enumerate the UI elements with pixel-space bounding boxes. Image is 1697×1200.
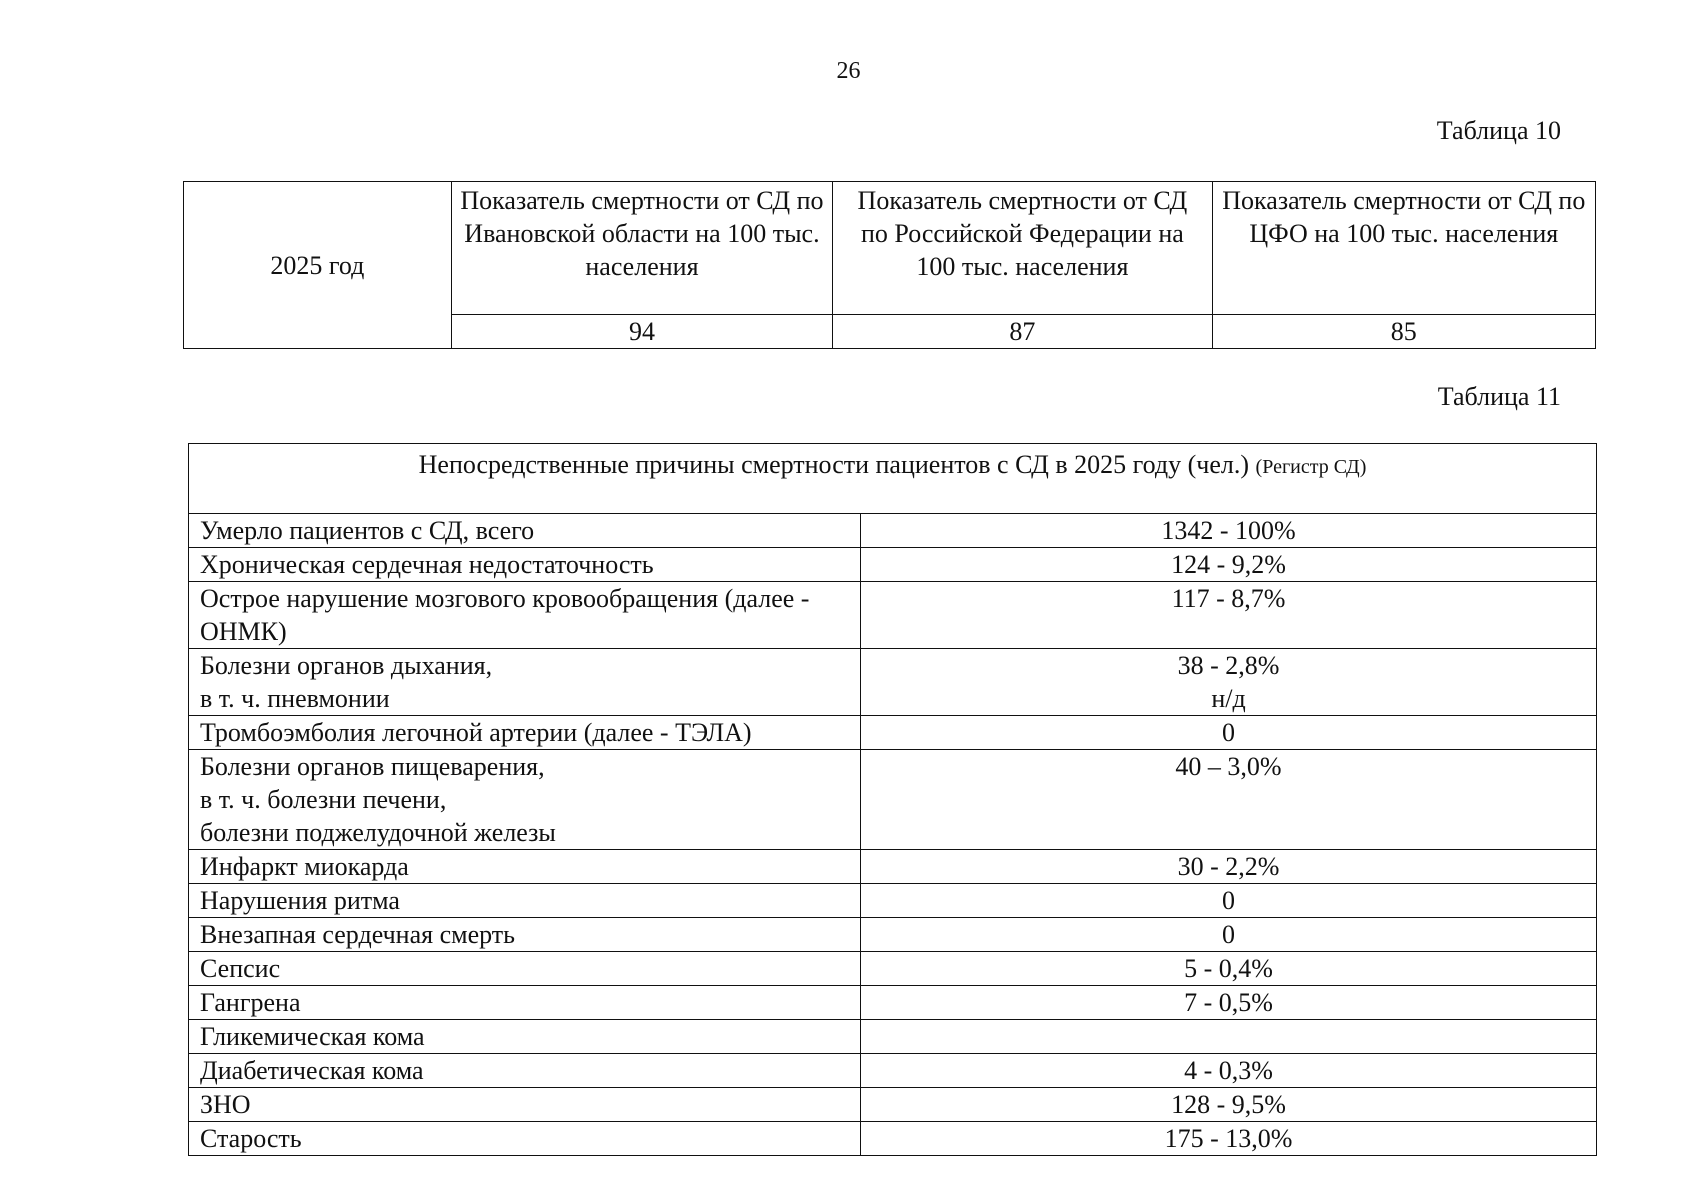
value-russian-federation: 87 [833, 315, 1212, 349]
value-cell: 0 [861, 716, 1597, 750]
value-cell: 30 - 2,2% [861, 850, 1597, 884]
cause-cell: Внезапная сердечная смерть [189, 918, 861, 952]
table-row [189, 582, 1597, 649]
table-row [189, 716, 1597, 750]
cause-cell: Инфаркт миокарда [189, 850, 861, 884]
table-row [189, 952, 1597, 986]
value-ivanovo-region: 94 [451, 315, 832, 349]
cause-cell: Умерло пациентов с СД, всего [189, 514, 861, 548]
table-row [189, 649, 1597, 716]
table-11-title-row [189, 444, 1597, 514]
table-row [189, 1020, 1597, 1054]
cause-cell: Гликемическая кома [189, 1020, 861, 1054]
cause-cell: Нарушения ритма [189, 884, 861, 918]
table-row [189, 1088, 1597, 1122]
value-cell: 5 - 0,4% [861, 952, 1597, 986]
cause-cell: Гангрена [189, 986, 861, 1020]
value-cell: 4 - 0,3% [861, 1054, 1597, 1088]
header-ivanovo-region: Показатель смертности от СД по Ивановской области на 100 тыс. населения [451, 182, 832, 315]
year-cell: 2025 год [184, 182, 452, 349]
table-row [189, 986, 1597, 1020]
table-row [189, 918, 1597, 952]
value-cell: 40 – 3,0% [861, 750, 1597, 850]
table-10-header-row [184, 182, 1596, 315]
value-cell: 1342 - 100% [861, 514, 1597, 548]
cause-cell: Хроническая сердечная недостаточность [189, 548, 861, 582]
mortality-rate-table [183, 181, 1596, 349]
cause-cell: ЗНО [189, 1088, 861, 1122]
table-row [189, 1122, 1597, 1156]
table-row [189, 1054, 1597, 1088]
causes-of-death-table [188, 443, 1597, 1156]
page-number: 26 [836, 58, 861, 84]
cause-cell: Тромбоэмболия легочной артерии (далее - ТЭЛА) [189, 716, 861, 750]
table-11-title: Непосредственные причины смертности пациентов с СД в 2025 году (чел.) [418, 450, 1250, 479]
value-cell: 0 [861, 918, 1597, 952]
value-cell: 175 - 13,0% [861, 1122, 1597, 1156]
value-cell: 128 - 9,5% [861, 1088, 1597, 1122]
value-cell: 124 - 9,2% [861, 548, 1597, 582]
value-cell [861, 1020, 1597, 1054]
table-row [189, 514, 1597, 548]
header-russian-federation: Показатель смертности от СД по Российской Федерации на 100 тыс. населения [833, 182, 1212, 315]
cause-cell: Старость [189, 1122, 861, 1156]
table-row [189, 884, 1597, 918]
table-row [189, 850, 1597, 884]
cause-cell: Острое нарушение мозгового кровообращения (далее - ОНМК) [189, 582, 861, 649]
cause-cell: Диабетическая кома [189, 1054, 861, 1088]
value-cell: 38 - 2,8% н/д [861, 649, 1597, 716]
cause-cell: Болезни органов пищеварения, в т. ч. болезни печени, болезни поджелудочной железы [189, 750, 861, 850]
table-10-caption: Таблица 10 [1436, 116, 1561, 145]
cause-cell: Болезни органов дыхания, в т. ч. пневмонии [189, 649, 861, 716]
table-11-title-note: (Регистр СД) [1255, 456, 1367, 478]
cause-cell: Сепсис [189, 952, 861, 986]
value-cfd: 85 [1212, 315, 1595, 349]
value-cell: 117 - 8,7% [861, 582, 1597, 649]
table-11-title-cell [189, 444, 1597, 514]
table-row [189, 548, 1597, 582]
table-11-caption: Таблица 11 [1437, 382, 1561, 411]
value-cell: 7 - 0,5% [861, 986, 1597, 1020]
header-cfd: Показатель смертности от СД по ЦФО на 100 тыс. населения [1212, 182, 1595, 315]
table-row [189, 750, 1597, 850]
value-cell: 0 [861, 884, 1597, 918]
